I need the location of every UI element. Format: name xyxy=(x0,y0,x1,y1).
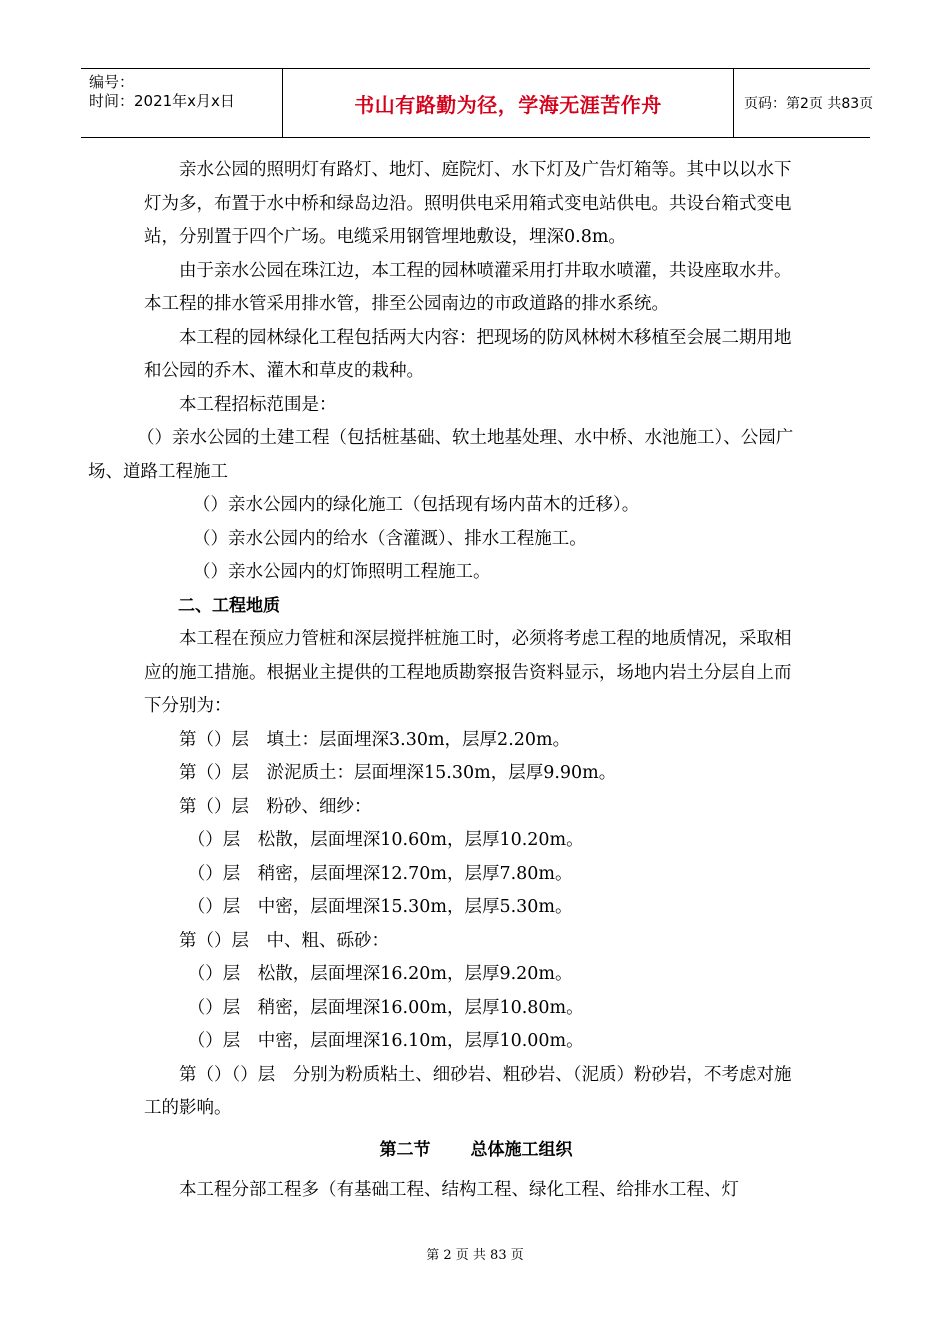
layer-line: 第（）层 填土：层面埋深3.30m，层厚2.20m。 xyxy=(179,729,571,750)
section-name: 总体施工组织 xyxy=(470,1139,573,1160)
header-meta xyxy=(81,69,282,137)
sublayer-line: （）层 松散，层面埋深10.60m，层厚10.20m。 xyxy=(187,830,584,850)
heading-geology: 二、工程地质 xyxy=(178,595,280,616)
document-header xyxy=(81,68,874,138)
layer-line: 第（）层 粉砂、细纱： xyxy=(179,796,372,817)
paragraph-scope-intro: 本工程招标范围是： xyxy=(179,394,337,415)
paragraph-greening: 本工程的园林绿化工程包括两大内容：把现场的防风林树木移植至会展二期用地和公园的乔木、灌木和草皮的栽种。 xyxy=(144,327,792,381)
scope-item-2: （）亲水公园内的绿化施工（包括现有场内苗木的迁移）。 xyxy=(193,495,640,515)
header-page-info: 页码：第2页 共83页 xyxy=(744,96,874,112)
time-label: 时间：2021年x月x日 xyxy=(89,92,235,110)
layer-line: 第（）层 中、粗、砾砂： xyxy=(179,930,389,951)
paragraph-irrigation: 由于亲水公园在珠江边，本工程的园林喷灌采用打井取水喷灌，共设座取水井。本工程的排水管采用排水管，排至公园南边的市政道路的排水系统。 xyxy=(144,260,792,314)
paragraph-geology-last: 第（）（）层 分别为粉质粘土、细砂岩、粗砂岩、（泥质）粉砂岩，不考虑对施工的影响。 xyxy=(144,1064,792,1118)
paragraph-geology-intro: 本工程在预应力管桩和深层搅拌桩施工时，必须将考虑工程的地质情况，采取相应的施工措施。根据业主提供的工程地质勘察报告资料显示，场地内岩土分层自上而下分别为： xyxy=(144,629,792,716)
paragraph-final: 本工程分部工程多（有基础工程、结构工程、绿化工程、给排水工程、灯 xyxy=(179,1179,739,1200)
scope-item-4: （）亲水公园内的灯饰照明工程施工。 xyxy=(193,562,491,582)
sublayer-line: （）层 中密，层面埋深16.10m，层厚10.00m。 xyxy=(187,1031,584,1051)
sublayer-line: （）层 中密，层面埋深15.30m，层厚5.30m。 xyxy=(187,897,573,917)
section-number: 第二节 xyxy=(379,1139,431,1160)
page-footer: 第 2 页 共 83 页 xyxy=(426,1248,524,1263)
scope-item-3: （）亲水公园内的给水（含灌溉）、排水工程施工。 xyxy=(193,528,587,549)
document-body xyxy=(88,154,808,1207)
header-motto: 书山有路勤为径，学海无涯苦作舟 xyxy=(354,92,662,117)
sublayer-line: （）层 稍密，层面埋深12.70m，层厚7.80m。 xyxy=(187,863,573,884)
sublayer-line: （）层 松散，层面埋深16.20m，层厚9.20m。 xyxy=(187,964,573,984)
layer-line: 第（）层 淤泥质土：层面埋深15.30m，层厚9.90m。 xyxy=(179,763,617,783)
section-title xyxy=(144,1132,808,1168)
sublayer-line: （）层 稍密，层面埋深16.00m，层厚10.80m。 xyxy=(187,997,584,1018)
scope-item-1: （）亲水公园的土建工程（包括桩基础、软土地基处理、水中桥、水池施工）、公园广场、道路工程施工 xyxy=(88,428,794,482)
code-label: 编号： xyxy=(89,73,135,91)
paragraph-lighting: 亲水公园的照明灯有路灯、地灯、庭院灯、水下灯及广告灯箱等。其中以以水下灯为多，布置于水中桥和绿岛边沿。照明供电采用箱式变电站供电。共设台箱式变电站，分别置于四个广场。电缆采用钢管埋地敷设，埋深0.8m。 xyxy=(144,160,792,247)
header-motto-cell xyxy=(282,69,734,137)
